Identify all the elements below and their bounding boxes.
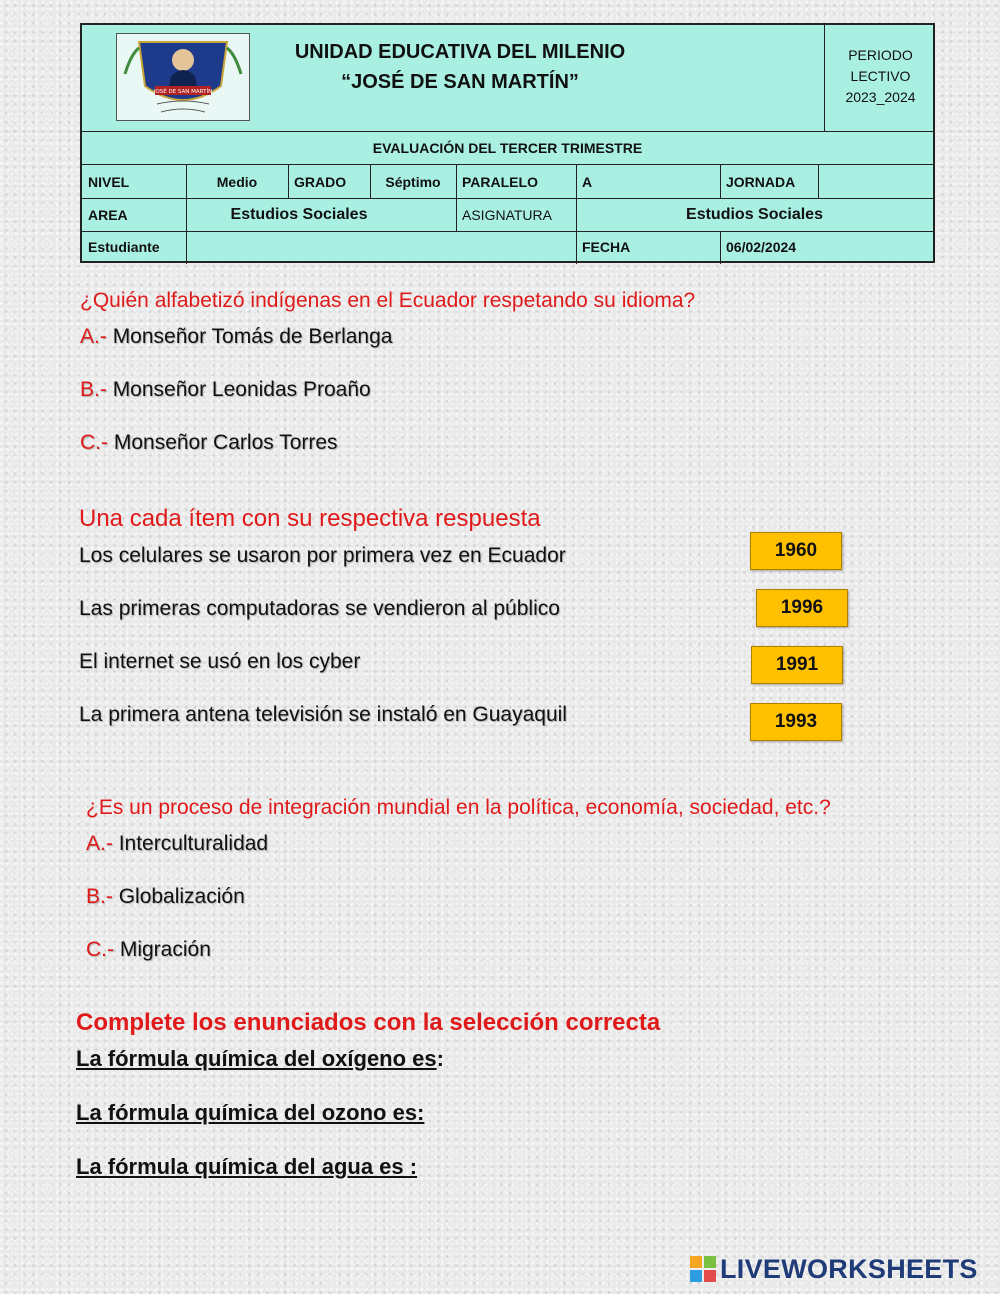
jornada-value	[822, 165, 932, 198]
school-logo	[116, 33, 250, 121]
formula-oxygen[interactable]: La fórmula química del oxígeno es:	[76, 1046, 444, 1071]
fecha-label: FECHA	[582, 239, 631, 255]
matching-item-3[interactable]: El internet se usó en los cyber	[79, 650, 361, 673]
question3-prompt: ¿Es un proceso de integración mundial en la política, economía, sociedad, etc.?	[86, 796, 831, 819]
svg-text:JOSÉ DE SAN MARTÍN: JOSÉ DE SAN MARTÍN	[153, 89, 213, 95]
paralelo-label: PARALELO	[462, 173, 538, 190]
paralelo-value: A	[582, 173, 593, 190]
question1-option-a[interactable]: A.- Monseñor Tomás de Berlanga	[80, 325, 393, 348]
matching-item-2[interactable]: Las primeras computadoras se vendieron al público	[79, 597, 560, 620]
liveworksheets-logo-icon	[690, 1256, 716, 1282]
question3-option-a[interactable]: A.- Interculturalidad	[86, 832, 269, 855]
brand-name: LIVEWORKSHEETS	[720, 1253, 978, 1284]
asignatura-value: Estudios Sociales	[686, 205, 823, 223]
asignatura-label: ASIGNATURA	[462, 206, 552, 223]
grado-value: Séptimo	[385, 173, 441, 190]
estudiante-field[interactable]	[186, 231, 576, 263]
year-box-3[interactable]: 1991	[751, 646, 843, 684]
nivel-value: Medio	[216, 173, 258, 190]
evaluation-title: EVALUACIÓN DEL TERCER TRIMESTRE	[372, 140, 643, 156]
formula-ozone[interactable]: La fórmula química del ozono es:	[76, 1100, 425, 1125]
year-box-2[interactable]: 1996	[756, 589, 848, 627]
complete-title: Complete los enunciados con la selección correcta	[76, 1009, 661, 1036]
question3-option-c[interactable]: C.- Migración	[86, 938, 211, 961]
area-value: Estudios Sociales	[230, 205, 368, 223]
matching-item-4[interactable]: La primera antena televisión se instaló en Guayaquil	[79, 703, 567, 726]
school-name	[250, 37, 670, 97]
area-label: AREA	[88, 206, 128, 223]
question1-prompt: ¿Quién alfabetizó indígenas en el Ecuador respetando su idioma?	[80, 289, 696, 312]
year-box-1[interactable]: 1960	[750, 532, 842, 570]
matching-item-1[interactable]: Los celulares se usaron por primera vez en Ecuador	[79, 544, 566, 567]
question1-option-b[interactable]: B.- Monseñor Leonidas Proaño	[80, 378, 371, 401]
year-box-4[interactable]: 1993	[750, 703, 842, 741]
matching-title: Una cada ítem con su respectiva respuesta	[79, 505, 541, 532]
worksheet-header-table	[80, 23, 935, 263]
grado-label: GRADO	[294, 173, 347, 190]
school-name-line2: “JOSÉ DE SAN MARTÍN”	[341, 71, 579, 93]
estudiante-label: Estudiante	[88, 239, 160, 255]
fecha-value: 06/02/2024	[726, 239, 797, 255]
question1-option-c[interactable]: C.- Monseñor Carlos Torres	[80, 431, 338, 454]
question3-option-b[interactable]: B.- Globalización	[86, 885, 245, 908]
periodo-lectivo: PERIODO LECTIVO 2023_2024	[845, 47, 916, 105]
school-name-line1: UNIDAD EDUCATIVA DEL MILENIO	[294, 41, 626, 63]
liveworksheets-brand	[690, 1251, 978, 1287]
formula-water[interactable]: La fórmula química del agua es :	[76, 1154, 418, 1179]
nivel-label: NIVEL	[88, 173, 130, 190]
jornada-label: JORNADA	[726, 173, 796, 190]
